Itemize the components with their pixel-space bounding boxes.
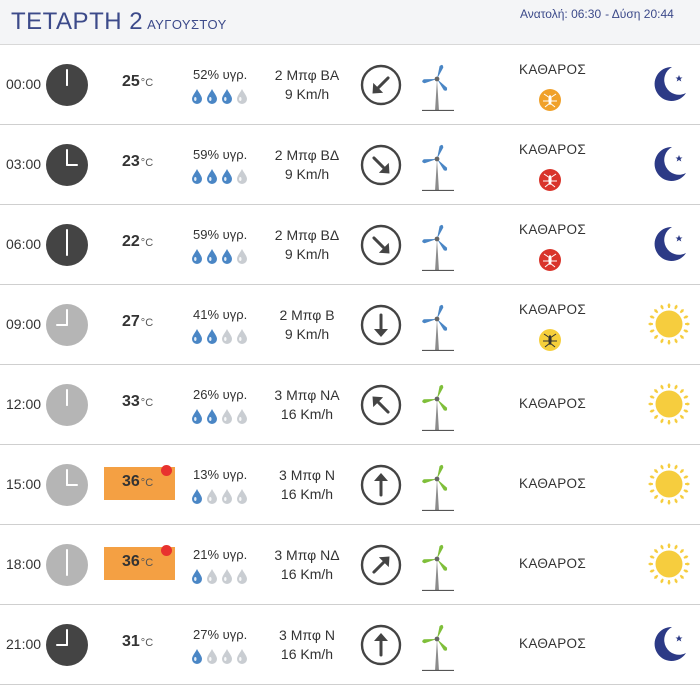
hour-label: 09:00 <box>6 316 42 332</box>
temperature-unit: °C <box>140 317 154 329</box>
moon-icon <box>648 63 690 105</box>
wind-turbine-icon <box>418 383 456 431</box>
forecast-row <box>0 205 700 285</box>
temperature-number: 22 <box>122 233 140 250</box>
temperature-number: 33 <box>122 393 140 410</box>
arrow-down-right-icon <box>360 224 402 266</box>
temperature-unit: °C <box>140 157 154 169</box>
humidity-drop-icon <box>206 408 218 424</box>
humidity-drop-icon <box>206 168 218 184</box>
month-name: ΑΥΓΟΥΣΤΟΥ <box>147 17 227 32</box>
wind-speed: 16 Km/h <box>280 646 334 662</box>
humidity-drop-icon <box>206 488 218 504</box>
forecast-row <box>0 525 700 605</box>
humidity-label: 41% υγρ. <box>193 307 248 322</box>
forecast-row <box>0 285 700 365</box>
humidity-label: 59% υγρ. <box>193 147 248 162</box>
sun-times <box>520 7 678 21</box>
humidity-drop-icon <box>191 88 203 104</box>
humidity-drop-icon <box>206 248 218 264</box>
hour-label: 12:00 <box>6 396 42 412</box>
temperature-cell <box>104 227 175 260</box>
wind-turbine-icon <box>418 143 456 191</box>
arrow-up-right-icon <box>360 544 402 586</box>
wind-turbine-icon <box>418 223 456 271</box>
wind-turbine-icon <box>418 623 456 671</box>
clock-icon <box>46 384 88 426</box>
sky-condition: ΚΑΘΑΡΟΣ <box>519 396 586 411</box>
humidity-label: 27% υγρ. <box>193 627 248 642</box>
humidity-drop-icon <box>191 488 203 504</box>
sunset-text: - Δύση 20:44 <box>605 7 674 21</box>
temperature-value <box>122 313 153 331</box>
humidity-drop-icon <box>191 568 203 584</box>
wind-beaufort: 3 Μπφ ΝΑ <box>274 387 340 403</box>
temperature-cell <box>104 547 175 580</box>
mosquito-icon <box>539 89 561 111</box>
clock-icon <box>46 624 88 666</box>
temperature-cell <box>104 467 175 500</box>
temperature-cell <box>104 387 175 420</box>
heat-warning-dot <box>161 465 172 476</box>
moon-icon <box>648 143 690 185</box>
day-header <box>0 0 700 45</box>
wind-beaufort: 2 Μπφ ΒΔ <box>274 147 340 163</box>
arrow-down-right-icon <box>360 144 402 186</box>
wind-speed: 16 Km/h <box>280 566 334 582</box>
wind-turbine-icon <box>418 303 456 351</box>
clock-icon <box>46 304 88 346</box>
humidity-label: 26% υγρ. <box>193 387 248 402</box>
wind-speed: 9 Km/h <box>284 326 330 342</box>
clock-icon <box>46 64 88 106</box>
humidity-label: 59% υγρ. <box>193 227 248 242</box>
temperature-cell <box>104 307 175 340</box>
temperature-unit: °C <box>140 77 154 89</box>
arrow-up-icon <box>360 624 402 666</box>
arrow-down-left-icon <box>360 64 402 106</box>
temperature-cell <box>104 67 175 100</box>
sun-icon <box>648 383 690 425</box>
mosquito-icon <box>539 249 561 271</box>
temperature-number: 36 <box>122 473 140 490</box>
hour-label: 21:00 <box>6 636 42 652</box>
wind-beaufort: 2 Μπφ ΒΑ <box>274 67 340 83</box>
temperature-value <box>122 473 153 491</box>
temperature-value <box>122 233 153 251</box>
wind-beaufort: 3 Μπφ Ν <box>279 467 335 483</box>
wind-turbine-icon <box>418 463 456 511</box>
sky-condition: ΚΑΘΑΡΟΣ <box>519 62 586 77</box>
temperature-value <box>122 393 153 411</box>
hour-label: 15:00 <box>6 476 42 492</box>
humidity-drop-icon <box>191 248 203 264</box>
sun-icon <box>648 303 690 345</box>
temperature-number: 27 <box>122 313 140 330</box>
humidity-drop-icon <box>206 88 218 104</box>
temperature-value <box>122 153 153 171</box>
temperature-unit: °C <box>140 477 154 489</box>
sky-condition: ΚΑΘΑΡΟΣ <box>519 636 586 651</box>
mosquito-icon <box>539 169 561 191</box>
mosquito-icon <box>539 329 561 351</box>
moon-icon <box>648 623 690 665</box>
day-name: ΤΕΤΑΡΤΗ 2 <box>11 8 144 35</box>
heat-warning-dot <box>161 545 172 556</box>
temperature-number: 25 <box>122 73 140 90</box>
humidity-drop-icon <box>206 568 218 584</box>
humidity-drop-icon <box>191 648 203 664</box>
sky-condition: ΚΑΘΑΡΟΣ <box>519 142 586 157</box>
temperature-value <box>122 633 153 651</box>
clock-icon <box>46 144 88 186</box>
temperature-unit: °C <box>140 637 154 649</box>
forecast-row <box>0 605 700 685</box>
sky-condition: ΚΑΘΑΡΟΣ <box>519 476 586 491</box>
forecast-row <box>0 45 700 125</box>
sun-icon <box>648 463 690 505</box>
arrow-up-icon <box>360 464 402 506</box>
humidity-drop-icon <box>206 328 218 344</box>
forecast-row <box>0 365 700 445</box>
wind-beaufort: 3 Μπφ ΝΔ <box>274 547 340 563</box>
wind-speed: 16 Km/h <box>280 406 334 422</box>
arrow-down-icon <box>360 304 402 346</box>
temperature-number: 23 <box>122 153 140 170</box>
temperature-number: 31 <box>122 633 140 650</box>
sky-condition: ΚΑΘΑΡΟΣ <box>519 556 586 571</box>
temperature-cell <box>104 147 175 180</box>
forecast-row <box>0 445 700 525</box>
temperature-cell <box>104 627 175 660</box>
temperature-unit: °C <box>140 237 154 249</box>
humidity-drop-icon <box>191 168 203 184</box>
sunrise-text: Ανατολή: 06:30 <box>520 7 602 21</box>
day-title <box>11 8 227 39</box>
clock-icon <box>46 224 88 266</box>
humidity-label: 13% υγρ. <box>193 467 248 482</box>
temperature-value <box>122 553 153 571</box>
arrow-up-left-icon <box>360 384 402 426</box>
hour-label: 03:00 <box>6 156 42 172</box>
wind-speed: 9 Km/h <box>284 246 330 262</box>
hour-label: 00:00 <box>6 76 42 92</box>
wind-beaufort: 2 Μπφ Β <box>279 307 335 323</box>
wind-turbine-icon <box>418 63 456 111</box>
forecast-row <box>0 125 700 205</box>
temperature-unit: °C <box>140 557 154 569</box>
sun-icon <box>648 543 690 585</box>
wind-speed: 9 Km/h <box>284 166 330 182</box>
sky-condition: ΚΑΘΑΡΟΣ <box>519 302 586 317</box>
humidity-drop-icon <box>191 328 203 344</box>
moon-icon <box>648 223 690 265</box>
humidity-label: 52% υγρ. <box>193 67 248 82</box>
humidity-drop-icon <box>206 648 218 664</box>
sky-condition: ΚΑΘΑΡΟΣ <box>519 222 586 237</box>
temperature-number: 36 <box>122 553 140 570</box>
hour-label: 06:00 <box>6 236 42 252</box>
temperature-unit: °C <box>140 397 154 409</box>
clock-icon <box>46 464 88 506</box>
humidity-label: 21% υγρ. <box>193 547 248 562</box>
wind-beaufort: 3 Μπφ Ν <box>279 627 335 643</box>
wind-turbine-icon <box>418 543 456 591</box>
wind-speed: 9 Km/h <box>284 86 330 102</box>
temperature-value <box>122 73 153 91</box>
hour-label: 18:00 <box>6 556 42 572</box>
clock-icon <box>46 544 88 586</box>
wind-speed: 16 Km/h <box>280 486 334 502</box>
wind-beaufort: 2 Μπφ ΒΔ <box>274 227 340 243</box>
humidity-drop-icon <box>191 408 203 424</box>
